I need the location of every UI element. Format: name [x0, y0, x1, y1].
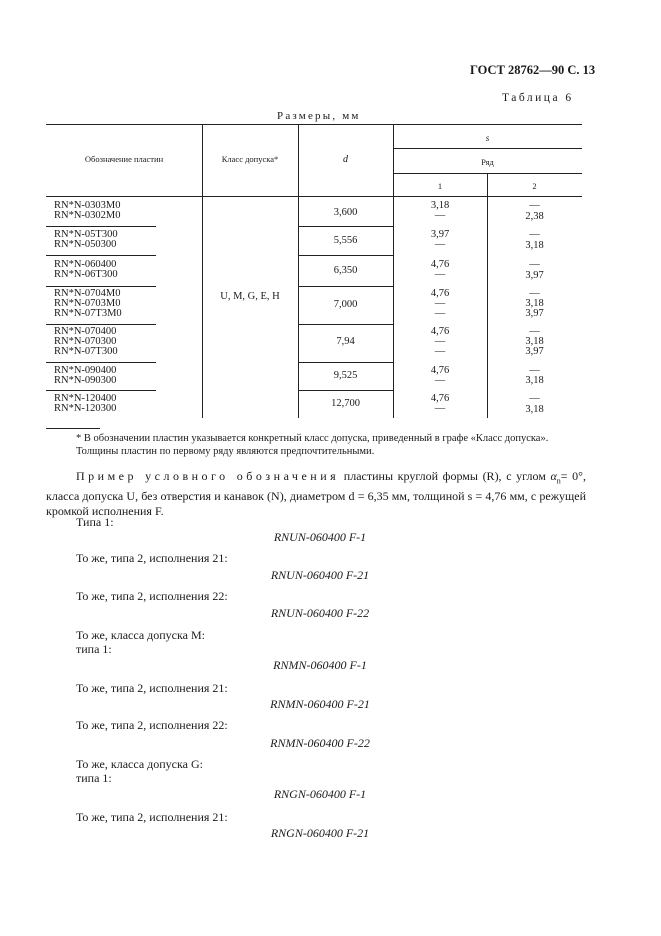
example-paragraph: Пример условного обозначения пластины круглой формы (R), с углом $\alpha_n= 0^\circ$, класса допуска U, без отверстия и канавок (N), диаметром d = 6,35 мм, толщиной s = 4,76 мм, с режущей кромкой исполнения F. [46, 469, 586, 519]
item-label: То же, типа 2, исполнения 21: [76, 810, 228, 824]
s2-cell: — [529, 365, 540, 376]
designation-code: RNUN-060400 F-22 [270, 606, 370, 620]
s1-cell: — [434, 210, 446, 221]
item-label: Типа 1: [76, 515, 114, 529]
d-cell: 9,525 [333, 370, 358, 381]
designation-code: RNUN-060400 F-1 [273, 530, 367, 544]
footnote-preferred: Толщины пластин по первому ряду являются предпочтительными. [76, 446, 375, 457]
s1-cell: — [434, 298, 446, 309]
designation-code: RNGN-060400 F-1 [273, 787, 367, 801]
header-series-2: 2 [532, 181, 537, 191]
d-cell: 7,000 [333, 299, 358, 310]
designation-code: RNMN-060400 F-21 [270, 697, 370, 711]
footnote-divider [46, 428, 100, 429]
header-designation: Обозначение пластин [84, 154, 164, 164]
designation-cell: RN*N-07T300 [54, 346, 118, 357]
designation-cell: RN*N-090400 [54, 365, 117, 376]
s1-cell: — [434, 269, 446, 280]
item-label: То же, класса допуска G: [76, 757, 203, 771]
designation-cell: RN*N-060400 [54, 259, 117, 270]
s2-cell: — [529, 200, 540, 211]
d-cell: 5,556 [333, 235, 358, 246]
s1-cell: 4,76 [430, 259, 450, 270]
designation-code: RNUN-060400 F-21 [270, 568, 370, 582]
designation-cell: RN*N-090300 [54, 375, 117, 386]
designation-cell: RN*N-06T300 [54, 269, 118, 280]
alpha-symbol: α [550, 469, 557, 483]
item-label: То же, типа 2, исполнения 22: [76, 589, 228, 603]
s2-cell: 3,18 [525, 298, 544, 309]
s2-cell: — [529, 259, 540, 270]
s1-cell: 4,76 [430, 288, 450, 299]
item-label: типа 1: [76, 771, 112, 785]
designation-cell: RN*N-070400 [54, 326, 117, 337]
designation-cell: RN*N-07T3M0 [54, 308, 122, 319]
header-tolerance-class: Класс допуска* [221, 154, 279, 164]
header-series: Ряд [481, 157, 494, 167]
s1-cell: — [434, 308, 446, 319]
s1-cell: — [434, 346, 446, 357]
s1-cell: — [434, 336, 446, 347]
designation-code: RNMN-060400 F-22 [270, 736, 370, 750]
s1-cell: 3,18 [430, 200, 450, 211]
footnote-star: * В обозначении пластин указывается конкретный класс допуска, приведенный в графе «Класс допуска». [76, 433, 549, 444]
designation-cell: RN*N-0302M0 [54, 210, 121, 221]
s1-cell: 4,76 [430, 393, 450, 404]
s2-cell: 3,18 [525, 375, 544, 386]
d-cell: 6,350 [333, 265, 358, 276]
item-label: То же, типа 2, исполнения 22: [76, 718, 228, 732]
header-d: d [343, 154, 348, 165]
header-series-1: 1 [437, 181, 443, 191]
dimensions-table [46, 124, 582, 420]
s1-cell: 4,76 [430, 326, 450, 337]
d-cell: 12,700 [331, 398, 360, 409]
s2-cell: 3,18 [525, 240, 544, 251]
designation-code: RNMN-060400 F-1 [273, 658, 367, 672]
s2-cell: 3,18 [525, 336, 544, 347]
table-number: Таблица 6 [502, 92, 574, 104]
s2-cell: 2,38 [525, 211, 544, 222]
item-label: То же, класса допуска M: [76, 628, 205, 642]
d-cell: 3,600 [333, 207, 358, 218]
s2-cell: — [529, 229, 540, 240]
s2-cell: — [529, 326, 540, 337]
item-label: То же, типа 2, исполнения 21: [76, 551, 228, 565]
s1-cell: — [434, 403, 446, 414]
designation-cell: RN*N-0303M0 [54, 200, 121, 211]
designation-cell: RN*N-0704M0 [54, 288, 121, 299]
s2-cell: 3,97 [525, 346, 544, 357]
s1-cell: 4,76 [430, 365, 450, 376]
s2-cell: 3,97 [525, 270, 544, 281]
designation-code: RNGN-060400 F-21 [270, 826, 370, 840]
s1-cell: — [434, 375, 446, 386]
designation-cell: RN*N-120400 [54, 393, 117, 404]
page-header: ГОСТ 28762—90 С. 13 [470, 63, 596, 77]
s2-cell: 3,18 [525, 404, 544, 415]
header-s: s [485, 133, 490, 143]
s2-cell: — [529, 393, 540, 404]
s1-cell: — [434, 239, 446, 250]
item-label: типа 1: [76, 642, 112, 656]
units-caption: Размеры, мм [277, 110, 361, 122]
d-cell: 7,94 [336, 336, 355, 347]
s1-cell: 3,97 [430, 229, 450, 240]
s2-cell: 3,97 [525, 308, 544, 319]
designation-cell: RN*N-050300 [54, 239, 117, 250]
item-label: То же, типа 2, исполнения 21: [76, 681, 228, 695]
s2-cell: — [529, 288, 540, 299]
designation-cell: RN*N-070300 [54, 336, 117, 347]
designation-cell: RN*N-120300 [54, 403, 117, 414]
tolerance-class-value: U, M, G, E, H [220, 291, 280, 302]
designation-cell: RN*N-05T300 [54, 229, 118, 240]
example-lead: Пример условного обозначения [76, 469, 340, 483]
designation-cell: RN*N-0703M0 [54, 298, 121, 309]
